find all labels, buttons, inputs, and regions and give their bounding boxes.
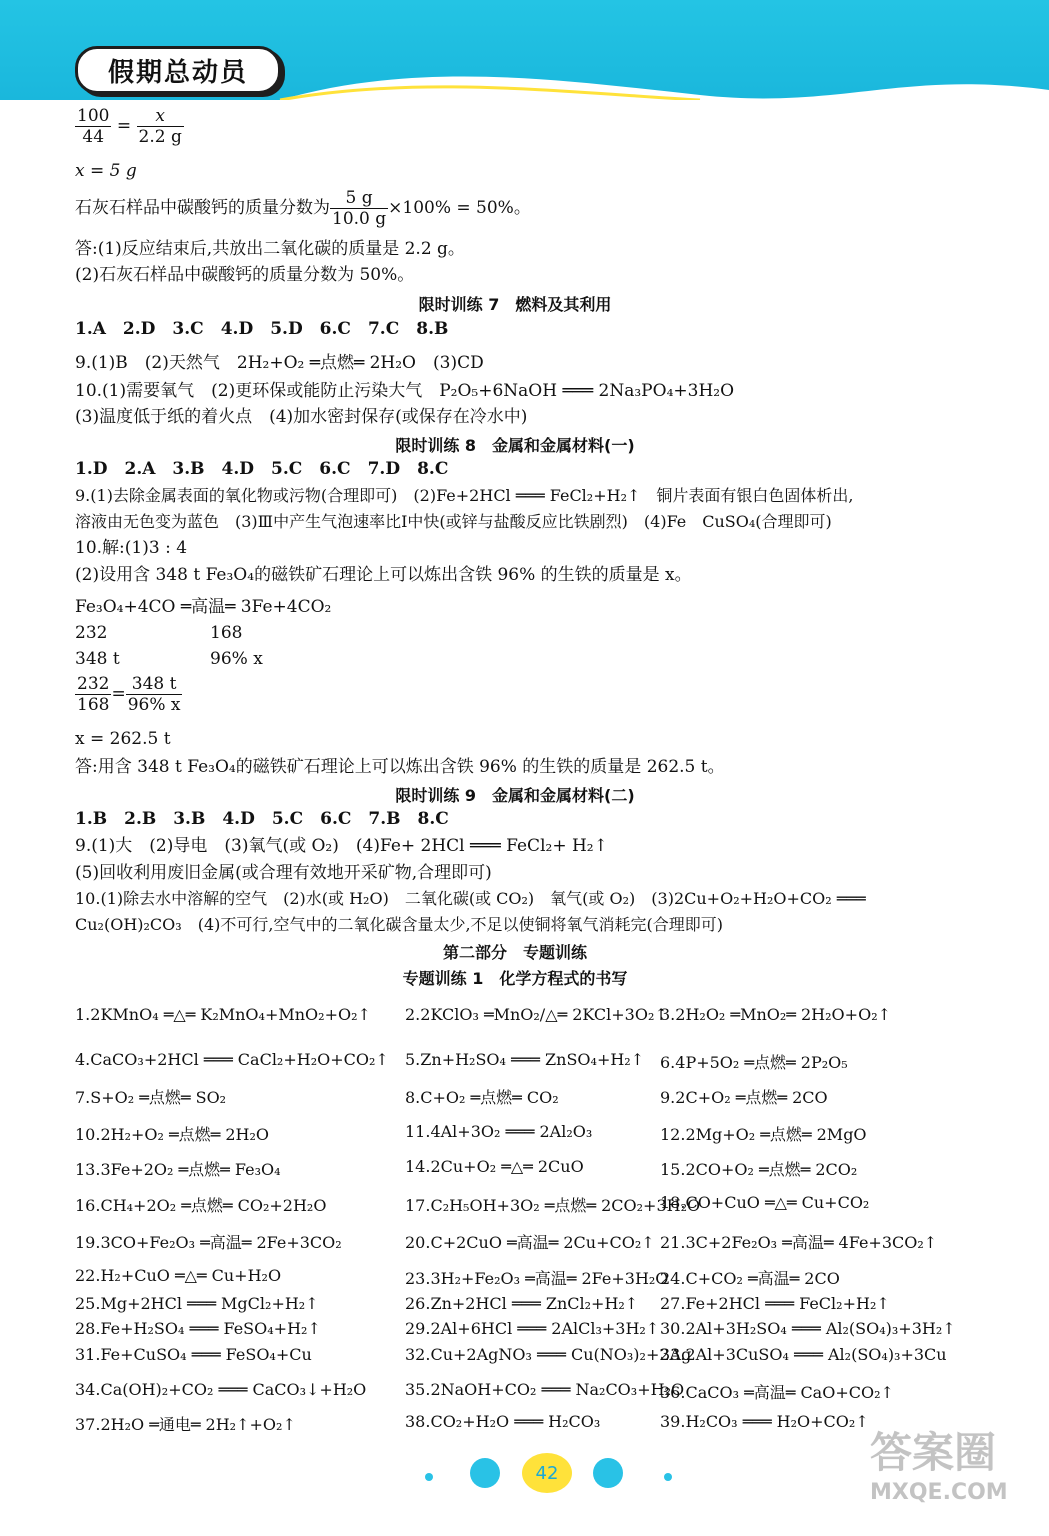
mc-answers: 1.B 2.B 3.B 4.D 5.C 6.C 7.B 8.C xyxy=(75,809,449,829)
proportion-line: $\frac{100}{44}$ = $\frac{x}{2.2 g}$ xyxy=(77,106,182,147)
equation: 28.Fe+H₂SO₄ ═══ FeSO₄+H₂↑ xyxy=(75,1319,321,1338)
part-title: 第二部分 专题训练 xyxy=(442,943,587,962)
equation: 10.2H₂+O₂ ═点燃═ 2H₂O xyxy=(75,1125,270,1144)
mc-answers: 1.A 2.D 3.C 4.D 5.D 6.C 7.C 8.B xyxy=(75,319,449,339)
equation: 20.C+2CuO ═高温═ 2Cu+CO₂↑ xyxy=(405,1233,655,1252)
dot-decoration xyxy=(425,1473,433,1481)
x-result: x = 262.5 t xyxy=(75,729,171,749)
equation: 11.4Al+3O₂ ═══ 2Al₂O₃ xyxy=(405,1122,593,1141)
answer-line: 9.(1)大 (2)导电 (3)氧气(或 O₂) (4)Fe+ 2HCl ═══ FeCl₂+ H₂↑ xyxy=(75,836,608,856)
fraction: $\frac{x}{2.2 g}$ xyxy=(138,106,182,147)
equation: 14.2Cu+O₂ ═△═ 2CuO xyxy=(405,1157,584,1176)
x-result: x = 5 g xyxy=(75,161,137,181)
equation: 31.Fe+CuSO₄ ═══ FeSO₄+Cu xyxy=(75,1345,312,1364)
equation: 25.Mg+2HCl ═══ MgCl₂+H₂↑ xyxy=(75,1294,319,1313)
answer-line: 9.(1)B (2)天然气 2H₂+O₂ ═点燃═ 2H₂O (3)CD xyxy=(75,353,484,373)
equation: 5.Zn+H₂SO₄ ═══ ZnSO₄+H₂↑ xyxy=(405,1050,645,1069)
equation: 15.2CO+O₂ ═点燃═ 2CO₂ xyxy=(660,1160,858,1179)
answer-line: 答:(1)反应结束后,共放出二氧化碳的质量是 2.2 g。 xyxy=(75,239,465,259)
equation: 13.3Fe+2O₂ ═点燃═ Fe₃O₄ xyxy=(75,1160,281,1179)
answer-line: (5)回收利用废旧金属(或合理有效地开采矿物,合理即可) xyxy=(75,863,492,883)
equation: 12.2Mg+O₂ ═点燃═ 2MgO xyxy=(660,1125,867,1144)
answer-line: 10.解:(1)3 : 4 xyxy=(75,538,188,558)
equation: 32.Cu+2AgNO₃ ═══ Cu(NO₃)₂+2Ag xyxy=(405,1345,692,1364)
equation: 9.2C+O₂ ═点燃═ 2CO xyxy=(660,1088,828,1107)
equation: 36.CaCO₃ ═高温═ CaO+CO₂↑ xyxy=(660,1383,894,1402)
header-banner xyxy=(0,0,1049,100)
answer-line: 答:用含 348 t Fe₃O₄的磁铁矿石理论上可以炼出含铁 96% 的生铁的质量是 262.5 t。 xyxy=(75,757,725,777)
equation: 19.3CO+Fe₂O₃ ═高温═ 2Fe+3CO₂ xyxy=(75,1233,342,1252)
answer-line: 10.(1)需要氧气 (2)更环保或能防止污染大气 P₂O₅+6NaOH ═══ 2Na₃PO₄+3H₂O xyxy=(75,381,735,401)
section-title: 限时训练 9 金属和金属材料(二) xyxy=(395,786,635,805)
mc-answers: 1.D 2.A 3.B 4.D 5.C 6.C 7.D 8.C xyxy=(75,459,449,479)
answer-line: (2)设用含 348 t Fe₃O₄的磁铁矿石理论上可以炼出含铁 96% 的生铁的质量是 x。 xyxy=(75,565,692,585)
equation: 29.2Al+6HCl ═══ 2AlCl₃+3H₂↑ xyxy=(405,1319,660,1338)
answer-line: 9.(1)去除金属表面的氧化物或污物(合理即可) (2)Fe+2HCl ═══ FeCl₂+H₂↑ 铜片表面有银白色固体析出, xyxy=(75,486,854,505)
answer-line: (3)温度低于纸的着火点 (4)加水密封保存(或保存在冷水中) xyxy=(75,407,528,427)
page-number: 42 xyxy=(522,1453,572,1493)
equation: 17.C₂H₅OH+3O₂ ═点燃═ 2CO₂+3H₂O xyxy=(405,1196,701,1215)
equation: 2.2KClO₃ ═MnO₂/△═ 2KCl+3O₂↑ xyxy=(405,1005,668,1024)
equation: 8.C+O₂ ═点燃═ CO₂ xyxy=(405,1088,559,1107)
answer-line: Cu₂(OH)₂CO₃ (4)不可行,空气中的二氧化碳含量太少,不足以使铜将氧气消耗完(合理即可) xyxy=(75,915,724,934)
answer-line: 溶液由无色变为蓝色 (3)Ⅲ中产生气泡速率比Ⅰ中快(或锌与盐酸反应比铁剧烈) (4)Fe CuSO₄(合理即可) xyxy=(75,512,832,531)
equation: 35.2NaOH+CO₂ ═══ Na₂CO₃+H₂O xyxy=(405,1380,685,1399)
equation: 23.3H₂+Fe₂O₃ ═高温═ 2Fe+3H₂O xyxy=(405,1269,669,1288)
fraction: $\frac{100}{44}$ xyxy=(77,106,110,147)
section-title: 限时训练 8 金属和金属材料(一) xyxy=(395,436,635,455)
equation: 27.Fe+2HCl ═══ FeCl₂+H₂↑ xyxy=(660,1294,890,1313)
equation: 6.4P+5O₂ ═点燃═ 2P₂O₅ xyxy=(660,1053,848,1072)
ratio-row: 348 t 96% x xyxy=(75,649,263,669)
equation: 3.2H₂O₂ ═MnO₂═ 2H₂O+O₂↑ xyxy=(660,1005,892,1024)
dot-decoration xyxy=(664,1473,672,1481)
equation: 21.3C+2Fe₂O₃ ═高温═ 4Fe+3CO₂↑ xyxy=(660,1233,938,1252)
equation: 30.2Al+3H₂SO₄ ═══ Al₂(SO₄)₃+3H₂↑ xyxy=(660,1319,956,1338)
ratio-row: 232 168 xyxy=(75,623,243,643)
answer-line: (2)石灰石样品中碳酸钙的质量分数为 50%。 xyxy=(75,265,415,285)
equation: 7.S+O₂ ═点燃═ SO₂ xyxy=(75,1088,227,1107)
equation: 26.Zn+2HCl ═══ ZnCl₂+H₂↑ xyxy=(405,1294,639,1313)
section-title: 限时训练 7 燃料及其利用 xyxy=(418,295,612,314)
equation: 16.CH₄+2O₂ ═点燃═ CO₂+2H₂O xyxy=(75,1196,327,1215)
equation: 18.CO+CuO ═△═ Cu+CO₂ xyxy=(660,1193,870,1212)
equation: 37.2H₂O ═通电═ 2H₂↑+O₂↑ xyxy=(75,1415,296,1434)
equation: 4.CaCO₃+2HCl ═══ CaCl₂+H₂O+CO₂↑ xyxy=(75,1050,389,1069)
percent-line: 石灰石样品中碳酸钙的质量分数为 $\frac{5 g}{10.0 g}$ ×100% = 50%。 xyxy=(75,188,531,229)
equation: 39.H₂CO₃ ═══ H₂O+CO₂↑ xyxy=(660,1412,869,1431)
watermark: 答案圈 MXQE.COM xyxy=(870,1428,1008,1505)
section-title: 专题训练 1 化学方程式的书写 xyxy=(402,969,628,988)
equation: 22.H₂+CuO ═△═ Cu+H₂O xyxy=(75,1266,282,1285)
header-badge: 假期总动员 xyxy=(75,46,281,94)
dot-decoration xyxy=(470,1458,500,1488)
equation: 34.Ca(OH)₂+CO₂ ═══ CaCO₃↓+H₂O xyxy=(75,1380,367,1399)
equation: Fe₃O₄+4CO ═高温═ 3Fe+4CO₂ xyxy=(75,597,332,617)
equation: 38.CO₂+H₂O ═══ H₂CO₃ xyxy=(405,1412,601,1431)
equation: 33.2Al+3CuSO₄ ═══ Al₂(SO₄)₃+3Cu xyxy=(660,1345,947,1364)
equation: 1.2KMnO₄ ═△═ K₂MnO₄+MnO₂+O₂↑ xyxy=(75,1005,371,1024)
equation: 24.C+CO₂ ═高温═ 2CO xyxy=(660,1269,840,1288)
answer-line: 10.(1)除去水中溶解的空气 (2)水(或 H₂O) 二氧化碳(或 CO₂) 氧气(或 O₂) (3)2Cu+O₂+H₂O+CO₂ ═══ xyxy=(75,889,866,908)
proportion-line: $\frac{232}{168}$ = $\frac{348 t}{96\% x}$ xyxy=(77,674,181,715)
dot-decoration xyxy=(593,1458,623,1488)
